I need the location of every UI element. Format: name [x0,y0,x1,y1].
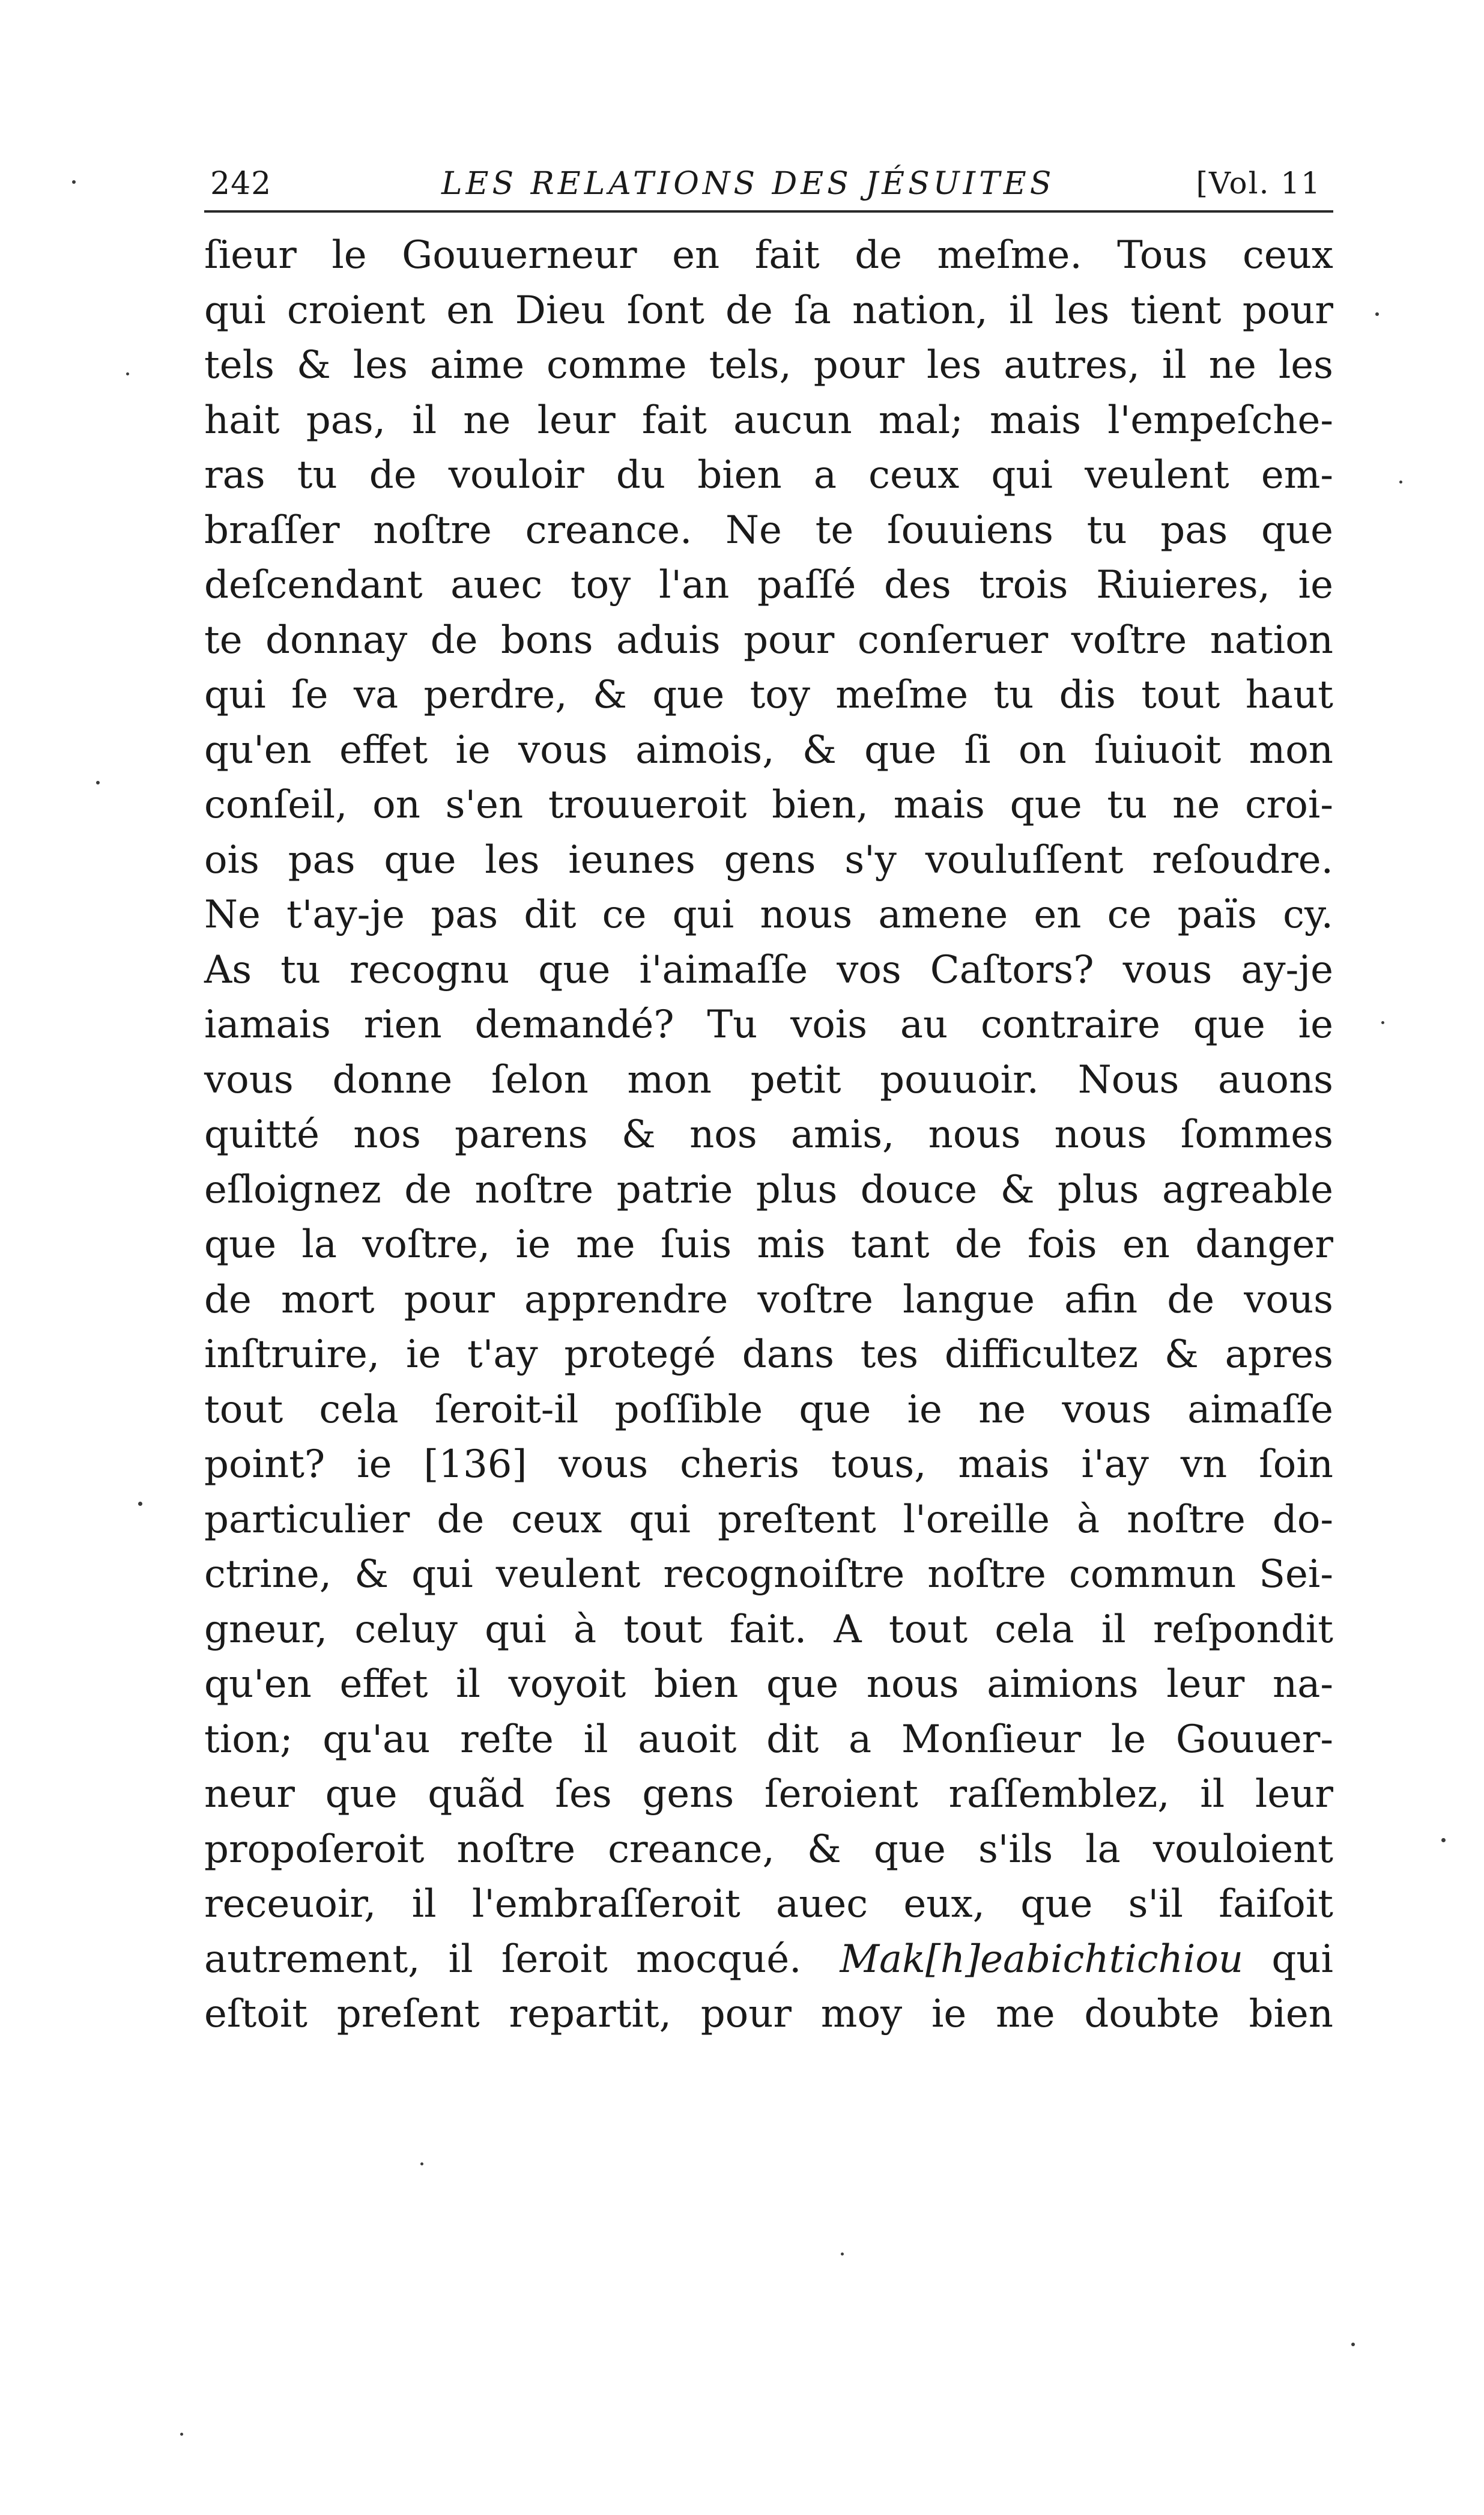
page-number: 242 [210,166,272,202]
text-line: Ne t'ay-je pas dit ce qui nous amene en ce païs cy. [204,893,1333,937]
text-line: particulier de ceux qui preſtent l'oreille à noſtre do- [204,1497,1333,1542]
text-line: qu'en effet il voyoit bien que nous aimions leur na- [204,1662,1333,1706]
text-line: tels & les aime comme tels, pour les autres, il ne les [204,343,1333,387]
print-speck [72,180,76,184]
body-text [204,228,1333,2042]
text-line: qui ſe va perdre, & que toy meſme tu dis tout haut [204,673,1333,717]
print-speck [1375,312,1379,316]
print-speck [180,2433,183,2436]
text-line: hait pas, il ne leur fait aucun mal; mais l'empeſche- [204,398,1333,443]
text-line: que la voſtre, ie me ſuis mis tant de fois en danger [204,1222,1333,1267]
text-line: eſtoit preſent repartit, pour moy ie me doubte bien [204,1992,1333,2036]
running-head [204,162,1333,213]
running-title: LES RELATIONS DES JÉSUITES [441,166,1055,202]
text-line: quitté nos parens & nos amis, nous nous ſommes [204,1112,1333,1157]
print-speck [1441,1838,1446,1842]
text-line: vous donne ſelon mon petit pouuoir. Nous auons [204,1057,1333,1102]
text-line: inſtruire, ie t'ay protegé dans tes difficultez & apres [204,1332,1333,1377]
print-speck [1351,2343,1355,2346]
text-line: ras tu de vouloir du bien a ceux qui veulent em- [204,453,1333,497]
text-line: conſeil, on s'en trouueroit bien, mais que tu ne croi- [204,783,1333,827]
text-segment: autrement, il ſeroit mocqué. [204,1937,802,1982]
print-speck [841,2253,844,2256]
text-line: braſſer noſtre creance. Ne te ſouuiens tu pas que [204,508,1333,553]
volume-marker: [Vol. 11 [1196,166,1321,201]
text-line-with-name [204,1932,1333,1988]
print-speck [1399,481,1402,484]
text-line: gneur, celuy qui à tout fait. A tout cela il reſpondit [204,1607,1333,1652]
text-line: eſloignez de noſtre patrie plus douce & plus agreable [204,1167,1333,1212]
text-line: qu'en effet ie vous aimois, & que ſi on ſuiuoit mon [204,727,1333,772]
print-speck [138,1502,142,1506]
text-line: neur que quãd ſes gens ſeroient raſſemblez, il leur [204,1772,1333,1816]
text-line: As tu recognu que i'aimaſſe vos Caſtors? vous ay-je [204,947,1333,992]
text-line: ois pas que les ieunes gens s'y vouluſſent reſoudre. [204,837,1333,882]
text-line: de mort pour apprendre voſtre langue afin de vous [204,1277,1333,1322]
italic-proper-name: Mak[h]eabichtichiou [840,1937,1244,1982]
text-line: point? ie [136] vous cheris tous, mais i'ay vn ſoin [204,1442,1333,1487]
text-line: receuoir, il l'embraſſeroit auec eux, que s'il faiſoit [204,1882,1333,1926]
text-line: ſieur le Gouuerneur en fait de meſme. Tous ceux [204,233,1333,278]
text-line: te donnay de bons aduis pour conſeruer voſtre nation [204,617,1333,663]
text-segment: qui [1243,1937,1334,1982]
print-speck [126,372,129,375]
text-line: propoſeroit noſtre creance, & que s'ils la vouloient [204,1827,1333,1872]
text-line: iamais rien demandé? Tu vois au contraire que ie [204,1003,1333,1047]
text-line: tout cela ſeroit-il poſſible que ie ne vous aimaſſe [204,1387,1333,1432]
text-line: qui croient en Dieu ſont de ſa nation, il les tient pour [204,288,1333,333]
print-speck [1381,1021,1384,1024]
text-line: ctrine, & qui veulent recognoiſtre noſtre commun Sei- [204,1552,1333,1597]
print-speck [96,781,100,784]
book-page [204,162,1333,2042]
text-line: tion; qu'au reſte il auoit dit a Monſieur le Gouuer- [204,1717,1333,1762]
print-speck [420,2162,423,2165]
text-line: deſcendant auec toy l'an paſſé des trois Riuieres, ie [204,563,1333,607]
